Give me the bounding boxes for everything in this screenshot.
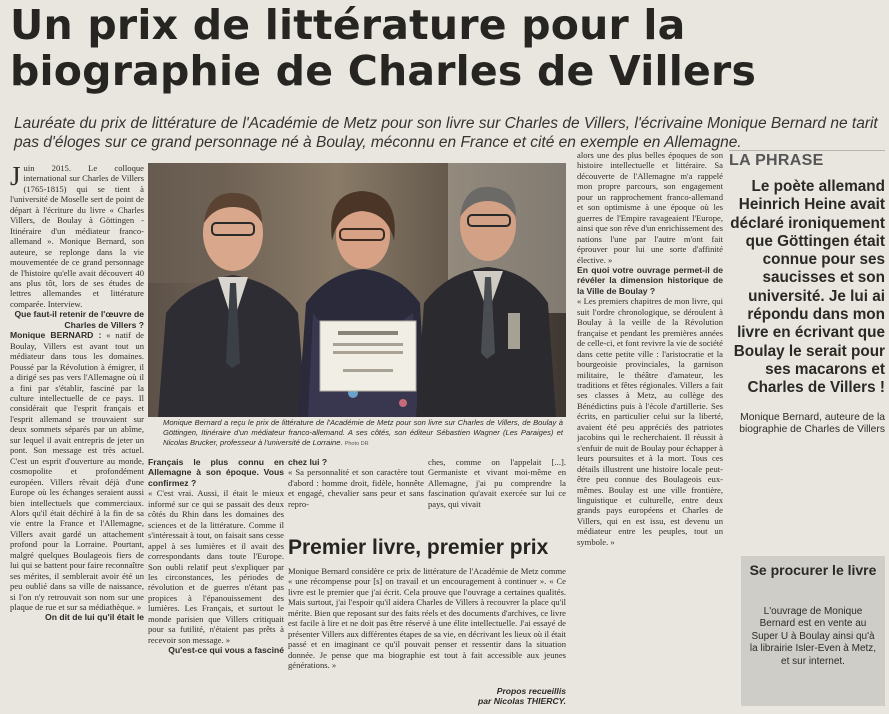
interview-question: En quoi votre ouvrage permet-il de révéler la dimension historique de la Ville de Boulay ? — [577, 264, 723, 296]
interview-question: Qu'est-ce qui vous a fasciné — [168, 645, 284, 656]
interview-answer: ches, comme on l'appelait [...]. Germaniste et vivant moi-même en Allemagne, j'ai pu comprendre la fascination qu'avait exercée sur lui ce pays, qui vivait — [428, 457, 566, 509]
intro-paragraph — [10, 163, 144, 309]
article-column-3 — [288, 457, 424, 532]
article-column-1 — [10, 163, 144, 703]
article-column-2 — [148, 457, 284, 703]
sidebar-tag: LA PHRASE — [729, 150, 885, 170]
award-photo — [148, 163, 566, 417]
subheading: Premier livre, premier prix — [288, 536, 549, 559]
info-box-text: L'ouvrage de Monique Bernard est en vente au Super U à Boulay ainsi qu'à la librairie Isler-Even à Metz, et sur internet. — [749, 606, 877, 667]
photo-illustration — [148, 163, 566, 417]
intro-text: uin 2015. Le colloque international sur Charles de Villers (1765-1815) qui se tient à l'université de Moselle sert de point de départ à l'écriture du livre « Charles Villers, de Boulay à Göttingen - Itinéraire d'un médiateur franco-allemand ». Monique Bernard, son auteure, se replonge dans la vie mouvementée de ce grand personnage de l'histoire qu'elle avait découvert 40 ans plus tôt, lors de ses études de lettres allemandes et littérature comparée. Interview. — [10, 163, 144, 309]
interview-answer: « Les premiers chapitres de mon livre, qui suit l'ordre chronologique, se déroulent à Boulay à la veille de la Révolution française et pendant les premières années de celle-ci, et font revivre la vie de société dans cette petite ville : l'aristocratie et la bourgeoisie provinciales, la garnison militaire, le théâtre d'amateur, les traditions et fêtes régionales. Villers a fait ses classes à Metz, au collège des Bénédictins puis à l'école d'artillerie. Ses écrits, en particulier celui sur la liberté, avaient été peu appréciés des patriotes jacobins qui le recherchaient. Il réussit à s'enfuir de nuit de Boulay pour échapper à leurs poursuites et à la mort. Tous ces détails illustrent une histoire locale peut-être peu connue des Boulageois eux-mêmes. Boulay est une ville frontière, linguistique et culturelle, entre deux grands pays européens et Charles de Villers, qui en est issu, est devenu un médiateur entre les peuples, tout un symbole. » — [577, 296, 723, 547]
article-section-premier-livre — [288, 566, 566, 691]
photo-caption — [163, 418, 563, 449]
info-box — [741, 556, 885, 706]
interview-answer: « C'est vrai. Aussi, il était le mieux informé sur ce qui se passait des deux côtés du Rhin dans les domaines des sciences et de la littérature. Comme il s'intéressait à tout, on faisait sans cesse appel à ses lumières et il avait des correspondants dans toute l'Europe. Son oubli relatif peut s'expliquer par les circonstances, les périodes de révolution et de guerres n'étant pas propices à l'épanouissement des lumières. Les Français, et surtout le monde parisien que Villers critiquait pour sa futilité, n'étaient pas prêts à recevoir son message. » — [148, 488, 284, 645]
quote-attribution: Monique Bernard, auteure de la biographie de Charles de Villers — [739, 411, 885, 435]
headline: Un prix de littérature pour la biographie de Charles de Villers — [10, 1, 757, 95]
article-column-5 — [577, 150, 723, 706]
pull-quote: Le poète allemand Heinrich Heine avait déclaré ironiquement que Göttingen était connue pour ses saucisses et son université. Je lui ai répondu dans mon livre en écrivant que Boulay le serait pour ses macarons et Charles de Villers ! — [730, 178, 885, 397]
byline-line-2: par Nicolas THIERCY. — [477, 696, 566, 706]
interview-question: On dit de lui qu'il était le — [45, 612, 144, 623]
interview-answer — [10, 330, 144, 612]
standfirst: Lauréate du prix de littérature de l'Académie de Metz pour son livre sur Charles de Villers, l'écrivaine Monique Bernard ne tarit pas d'éloges sur ce grand personnage né à Boulay, méconnu en France et cité en exemple en Allemagne. — [14, 115, 878, 151]
interview-question: chez lui ? — [288, 457, 328, 467]
byline — [420, 686, 566, 706]
info-box-title: Se procurer le livre — [749, 562, 877, 578]
award-certificate — [320, 321, 416, 391]
interview-question: Que faut-il retenir de l'œuvre de Charles de Villers ? — [14, 309, 144, 330]
interview-answer: alors une des plus belles époques de son histoire intellectuelle et littéraire. Sa découverte de l'Allemagne m'a rappelé mon propre parcours, son engagement pour un rapprochement franco-allemand et son optimisme à une époque où les guerres de l'Empire ravageaient l'Europe, ainsi que son rêve d'un enrichissement des nations l'une par l'autre m'ont fait éprouver pour lui une sorte d'affinité élective. » — [577, 150, 723, 265]
caption-text: Monique Bernard a reçu le prix de littérature de l'Académie de Metz pour son livre sur Charles de Villers, de Boulay à Göttingen, Itinéraire d'un médiateur franco-allemand. A ses côtés, son éditeur Sébastien Wagner (Les Paraiges) et Nicolas Brucker, professeur à l'université de Lorraine. — [163, 418, 563, 447]
drop-cap: J — [10, 163, 21, 191]
article-column-4 — [428, 457, 566, 532]
section-text: Monique Bernard considère ce prix de littérature de l'Académie de Metz comme « une récompense pour [s] on travail et un encouragement à continuer ». « Ce livre est le premier que j'ai écrit. Cela prouve que l'ouvrage a certaines qualités. Mais surtout, j'ai l'espoir qu'il aidera Charles de Villers à recouvrer la place qu'il mérite. Bien que reposant sur des faits réels et des documents d'archives, ce livre est facile à lire et ne doit pas être réservé à une élite intellectuelle. J'ai essayé de présenter Villers aux différentes étapes de sa vie, en décrivant les lieux où il était passé et en imaginant ce qu'il pouvait penser et ressentir dans la situation donnée. Je pense que ma biographie est tout à fait accessible aux jeunes générations. » — [288, 566, 566, 671]
photo-credit: Photo DR — [344, 441, 369, 447]
speaker-name: Monique BERNARD : — [10, 330, 102, 341]
interview-answer: « Sa personnalité et son caractère tout d'abord : homme droit, fidèle, honnête et engagé, chevalier sans peur et sans repro- — [288, 467, 424, 509]
interview-question: Français le plus connu en Allemagne à son époque. Vous confirmez ? — [148, 457, 284, 488]
byline-line-1: Propos recueillis — [496, 686, 566, 696]
answer-text: « natif de Boulay, Villers est avant tout un médiateur dans tous les domaines. Poussé par la Révolution à émigrer, il a dirigé ses pas vers l'Allemagne où il a fini par s'établir, fasciné par la culture intellectuelle de ce pays. Il considérait que l'esprit français et l'esprit allemand se trouvaient sur deux sommets séparés par un abîme, sur lequel il avait entrepris de jeter un pont. Son message est très actuel. C'est un esprit d'ouverture au monde, cosmopolite et profondément européen. Villers rêvait déjà d'une Europe où les échanges seraient aussi bien intellectuels que commerciaux. Alors qu'il était déchiré à la fin de sa vie entre la France et l'Allemagne, Villers avait gardé un attachement profond pour la Lorraine. Pourtant, malgré quelques Boulageois fiers de lui qui se battent pour faire reconnaître ses mérites, il semblerait avoir été un peu oublié dans sa ville de naissance, si l'on n'y retrouvait son nom sur une plaque de rue et sur sa médiathèque. » — [10, 330, 144, 613]
